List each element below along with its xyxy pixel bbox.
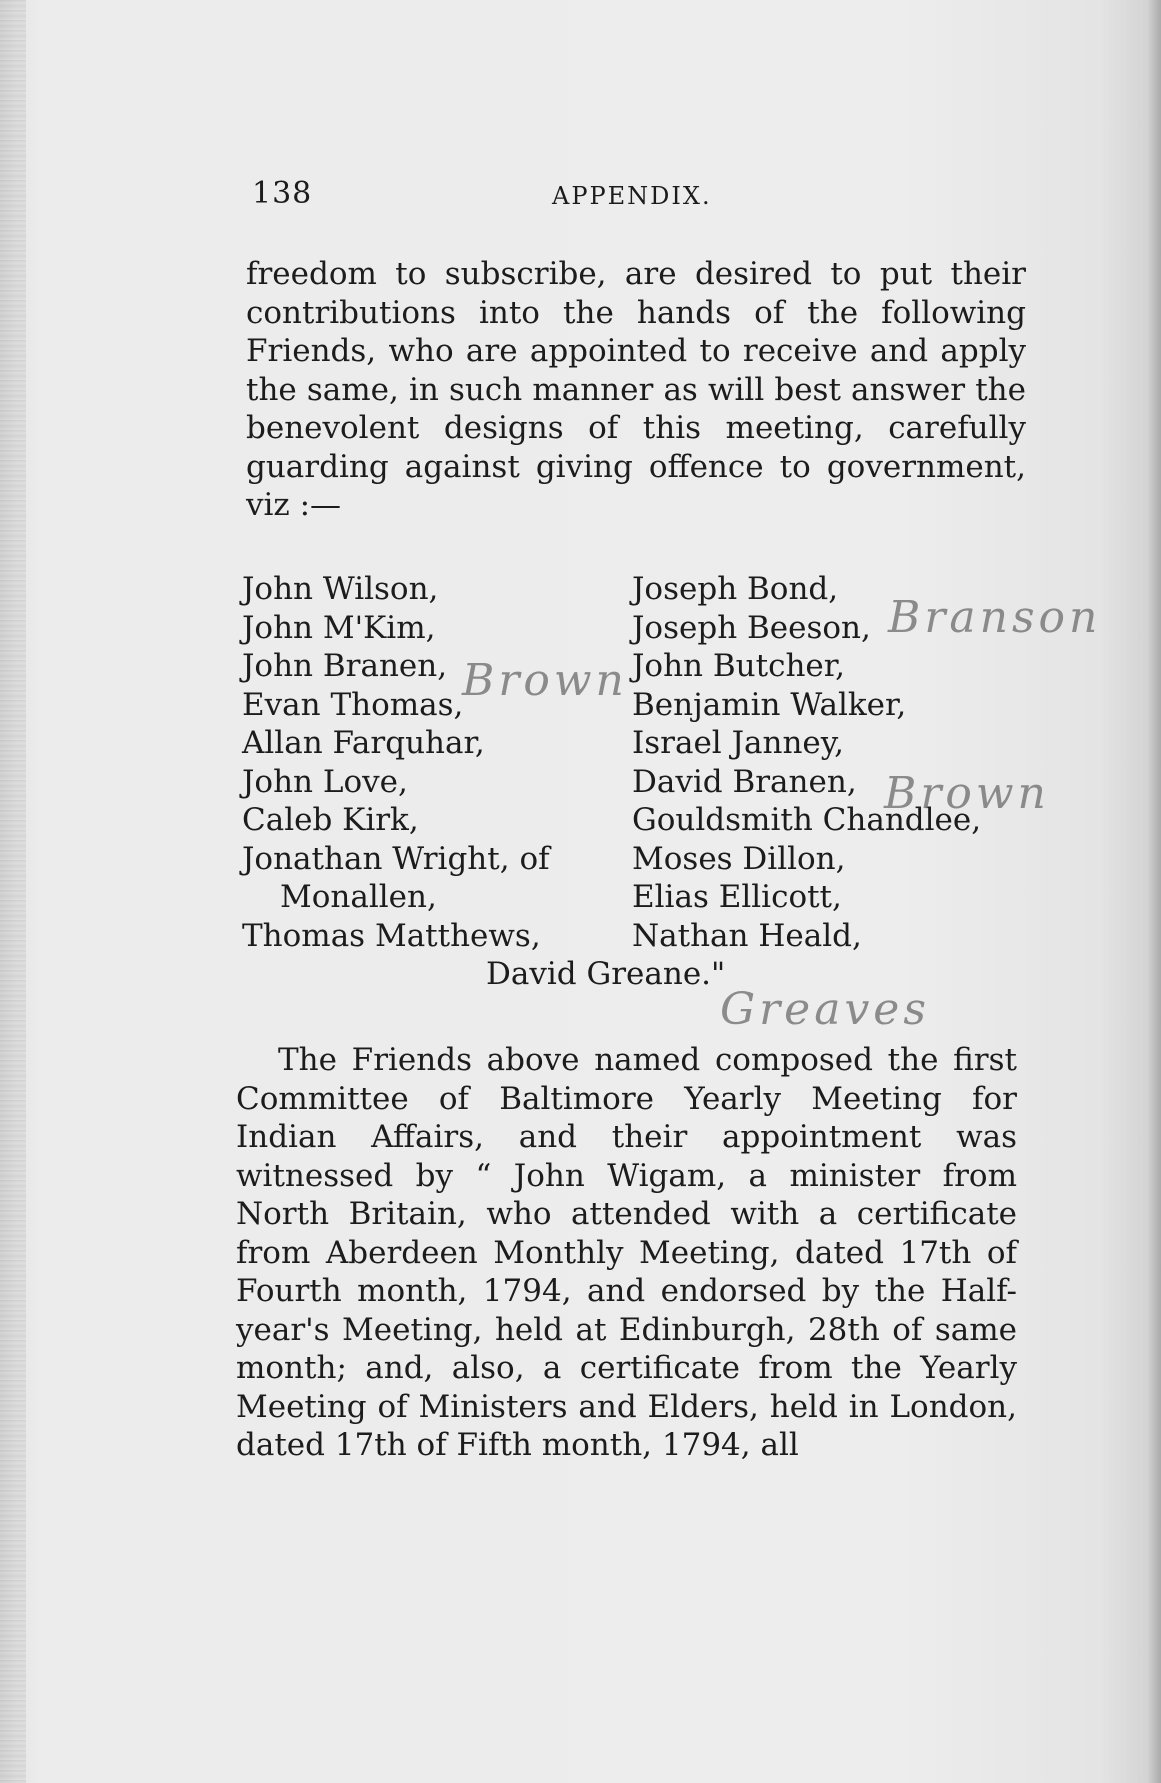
name-entry: Elias Ellicott,: [632, 879, 842, 915]
handwritten-annotation: Branson: [888, 592, 1102, 643]
name-entry: Evan Thomas,: [242, 686, 464, 723]
name-entry: John Love,: [242, 763, 408, 800]
name-entry: Gouldsmith Chandlee,: [632, 802, 982, 838]
name-entry: Nathan Heald,: [632, 917, 862, 954]
name-entry: John Wilson,: [242, 571, 439, 607]
name-entry: Caleb Kirk,: [242, 802, 419, 838]
name-entry: Joseph Beeson,: [632, 609, 871, 646]
name-entry: Thomas Matthews,: [242, 917, 541, 954]
name-entry: Israel Janney,: [632, 725, 845, 761]
name-entry: John M'Kim,: [242, 609, 436, 646]
name-entry: Benjamin Walker,: [632, 686, 907, 723]
handwritten-annotation: Brown: [462, 655, 628, 706]
page-header: [252, 176, 1027, 216]
opening-paragraph: freedom to subscribe, are desired to put their contributions into the hands of the following Friends, who are appointed to receive and apply the same, in such manner as will best answer the benevolent designs of this meeting, carefully guarding against giving offence to government, viz :—: [246, 256, 1026, 523]
name-entry-final: David Greane.": [486, 956, 726, 992]
handwritten-annotation: Greaves: [720, 984, 930, 1035]
name-entry: Allan Farquhar,: [242, 725, 485, 761]
name-entry: John Butcher,: [632, 648, 846, 684]
name-entry: Moses Dillon,: [632, 840, 846, 877]
name-entry: Jonathan Wright, of: [242, 840, 550, 877]
committee-paragraph: The Friends above named composed the first Committee of Baltimore Yearly Meeting for Indian Affairs, and their appointment was witnessed by “ John Wigam, a minister from North Britain, who attended with a certificate from Aberdeen Monthly Meeting, dated 17th of Fourth month, 1794, and endorsed by the Half-year's Meeting, held at Edinburgh, 28th of same month; and, also, a certificate from the Yearly Meeting of Ministers and Elders, held in London, dated 17th of Fifth month, 1794, all: [236, 1042, 1017, 1463]
handwritten-annotation: Brown: [884, 768, 1050, 819]
name-entry: David Branen,: [632, 763, 857, 800]
page-number: 138: [252, 176, 313, 211]
name-entry-continuation: Monallen,: [280, 879, 437, 915]
name-entry: Joseph Bond,: [632, 571, 839, 607]
name-column-left: [242, 570, 550, 955]
name-entry: John Branen,: [242, 648, 448, 684]
running-head: APPENDIX.: [552, 182, 712, 210]
